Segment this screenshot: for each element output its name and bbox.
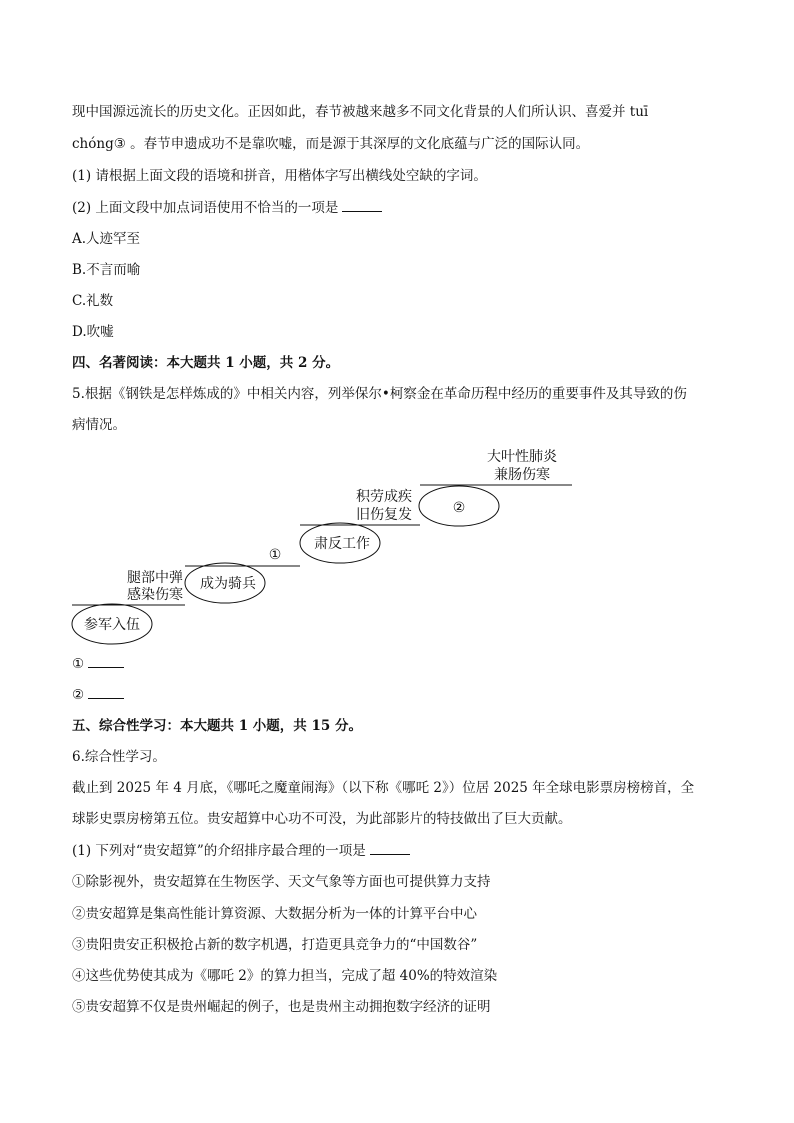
q4-sub1: (1) 请根据上面文段的语境和拼音，用楷体字写出横线处空缺的字词。 <box>72 168 487 184</box>
q5-stem-line-1: 5.根据《钢铁是怎样炼成的》中相关内容，列举保尔•柯察金在革命历程中经历的重要事件及其导致的伤 <box>72 386 687 402</box>
step-4-label: ② <box>452 500 466 516</box>
injury-3-line-b: 旧伤复发 <box>356 507 412 523</box>
passage-line-1: 现中国源远流长的历史文化。正因如此，春节被越来越多不同文化背景的人们所认识、喜爱并 tuī <box>72 104 649 120</box>
step-2-label: 成为骑兵 <box>200 576 256 592</box>
answer-blank[interactable] <box>88 686 124 699</box>
section-4-heading: 四、名著阅读：本大题共 1 小题，共 2 分。 <box>72 355 340 371</box>
step-3-label: 肃反工作 <box>314 536 370 552</box>
option-a: A.人迹罕至 <box>72 231 141 247</box>
q6-item-1: ①除影视外，贵安超算在生物医学、天文气象等方面也可提供算力支持 <box>72 874 491 890</box>
injury-4-line-b: 兼肠伤寒 <box>494 467 550 483</box>
q5-answer-2-marker: ② <box>72 687 85 703</box>
passage-line-2: chóng③ 。春节申遗成功不是靠吹嘘，而是源于其深厚的文化底蕴与广泛的国际认同。 <box>72 136 590 152</box>
injury-2-marker: ① <box>268 547 282 563</box>
q6-item-3: ③贵阳贵安正积极抢占新的数字机遇，打造更具竞争力的“中国数谷” <box>72 937 478 953</box>
option-d: D.吹嘘 <box>72 324 114 340</box>
q6-sub1-text: (1) 下列对“贵安超算”的介绍排序最合理的一项是 <box>72 843 366 859</box>
q5-answer-2 <box>72 685 124 705</box>
q5-answer-1 <box>72 654 124 674</box>
injury-3-line-a: 积劳成疾 <box>356 489 412 505</box>
q6-intro-line-2: 球影史票房榜第五位。贵安超算中心功不可没，为此部影片的特技做出了巨大贡献。 <box>72 811 572 827</box>
option-c: C.礼数 <box>72 293 114 309</box>
injury-1-line-a: 腿部中弹 <box>127 570 183 586</box>
q5-stem-line-2: 病情况。 <box>72 417 126 433</box>
option-b: B.不言而喻 <box>72 262 141 278</box>
answer-blank[interactable] <box>370 842 410 855</box>
injury-4-line-a: 大叶性肺炎 <box>487 449 557 465</box>
q6-item-2: ②贵安超算是集高性能计算资源、大数据分析为一体的计算平台中心 <box>72 906 477 922</box>
step-1-label: 参军入伍 <box>84 617 140 633</box>
answer-blank[interactable] <box>88 655 124 668</box>
q6-sub1 <box>72 841 410 861</box>
q4-sub2-text: (2) 上面文段中加点词语使用不恰当的一项是 <box>72 200 339 216</box>
section-5-heading: 五、综合性学习：本大题共 1 小题，共 15 分。 <box>72 718 362 734</box>
q6-item-5: ⑤贵安超算不仅是贵州崛起的例子，也是贵州主动拥抱数字经济的证明 <box>72 999 491 1015</box>
injury-1-line-b: 感染伤寒 <box>127 587 183 603</box>
q5-answer-1-marker: ① <box>72 656 85 672</box>
q6-item-4: ④这些优势使其成为《哪吒 2》的算力担当，完成了超 40%的特效渲染 <box>72 968 498 984</box>
q6-title: 6.综合性学习。 <box>72 749 166 765</box>
q6-intro-line-1: 截止到 2025 年 4 月底，《哪吒之魔童闹海》（以下称《哪吒 2》）位居 2025 年全球电影票房榜榜首，全 <box>72 780 695 796</box>
